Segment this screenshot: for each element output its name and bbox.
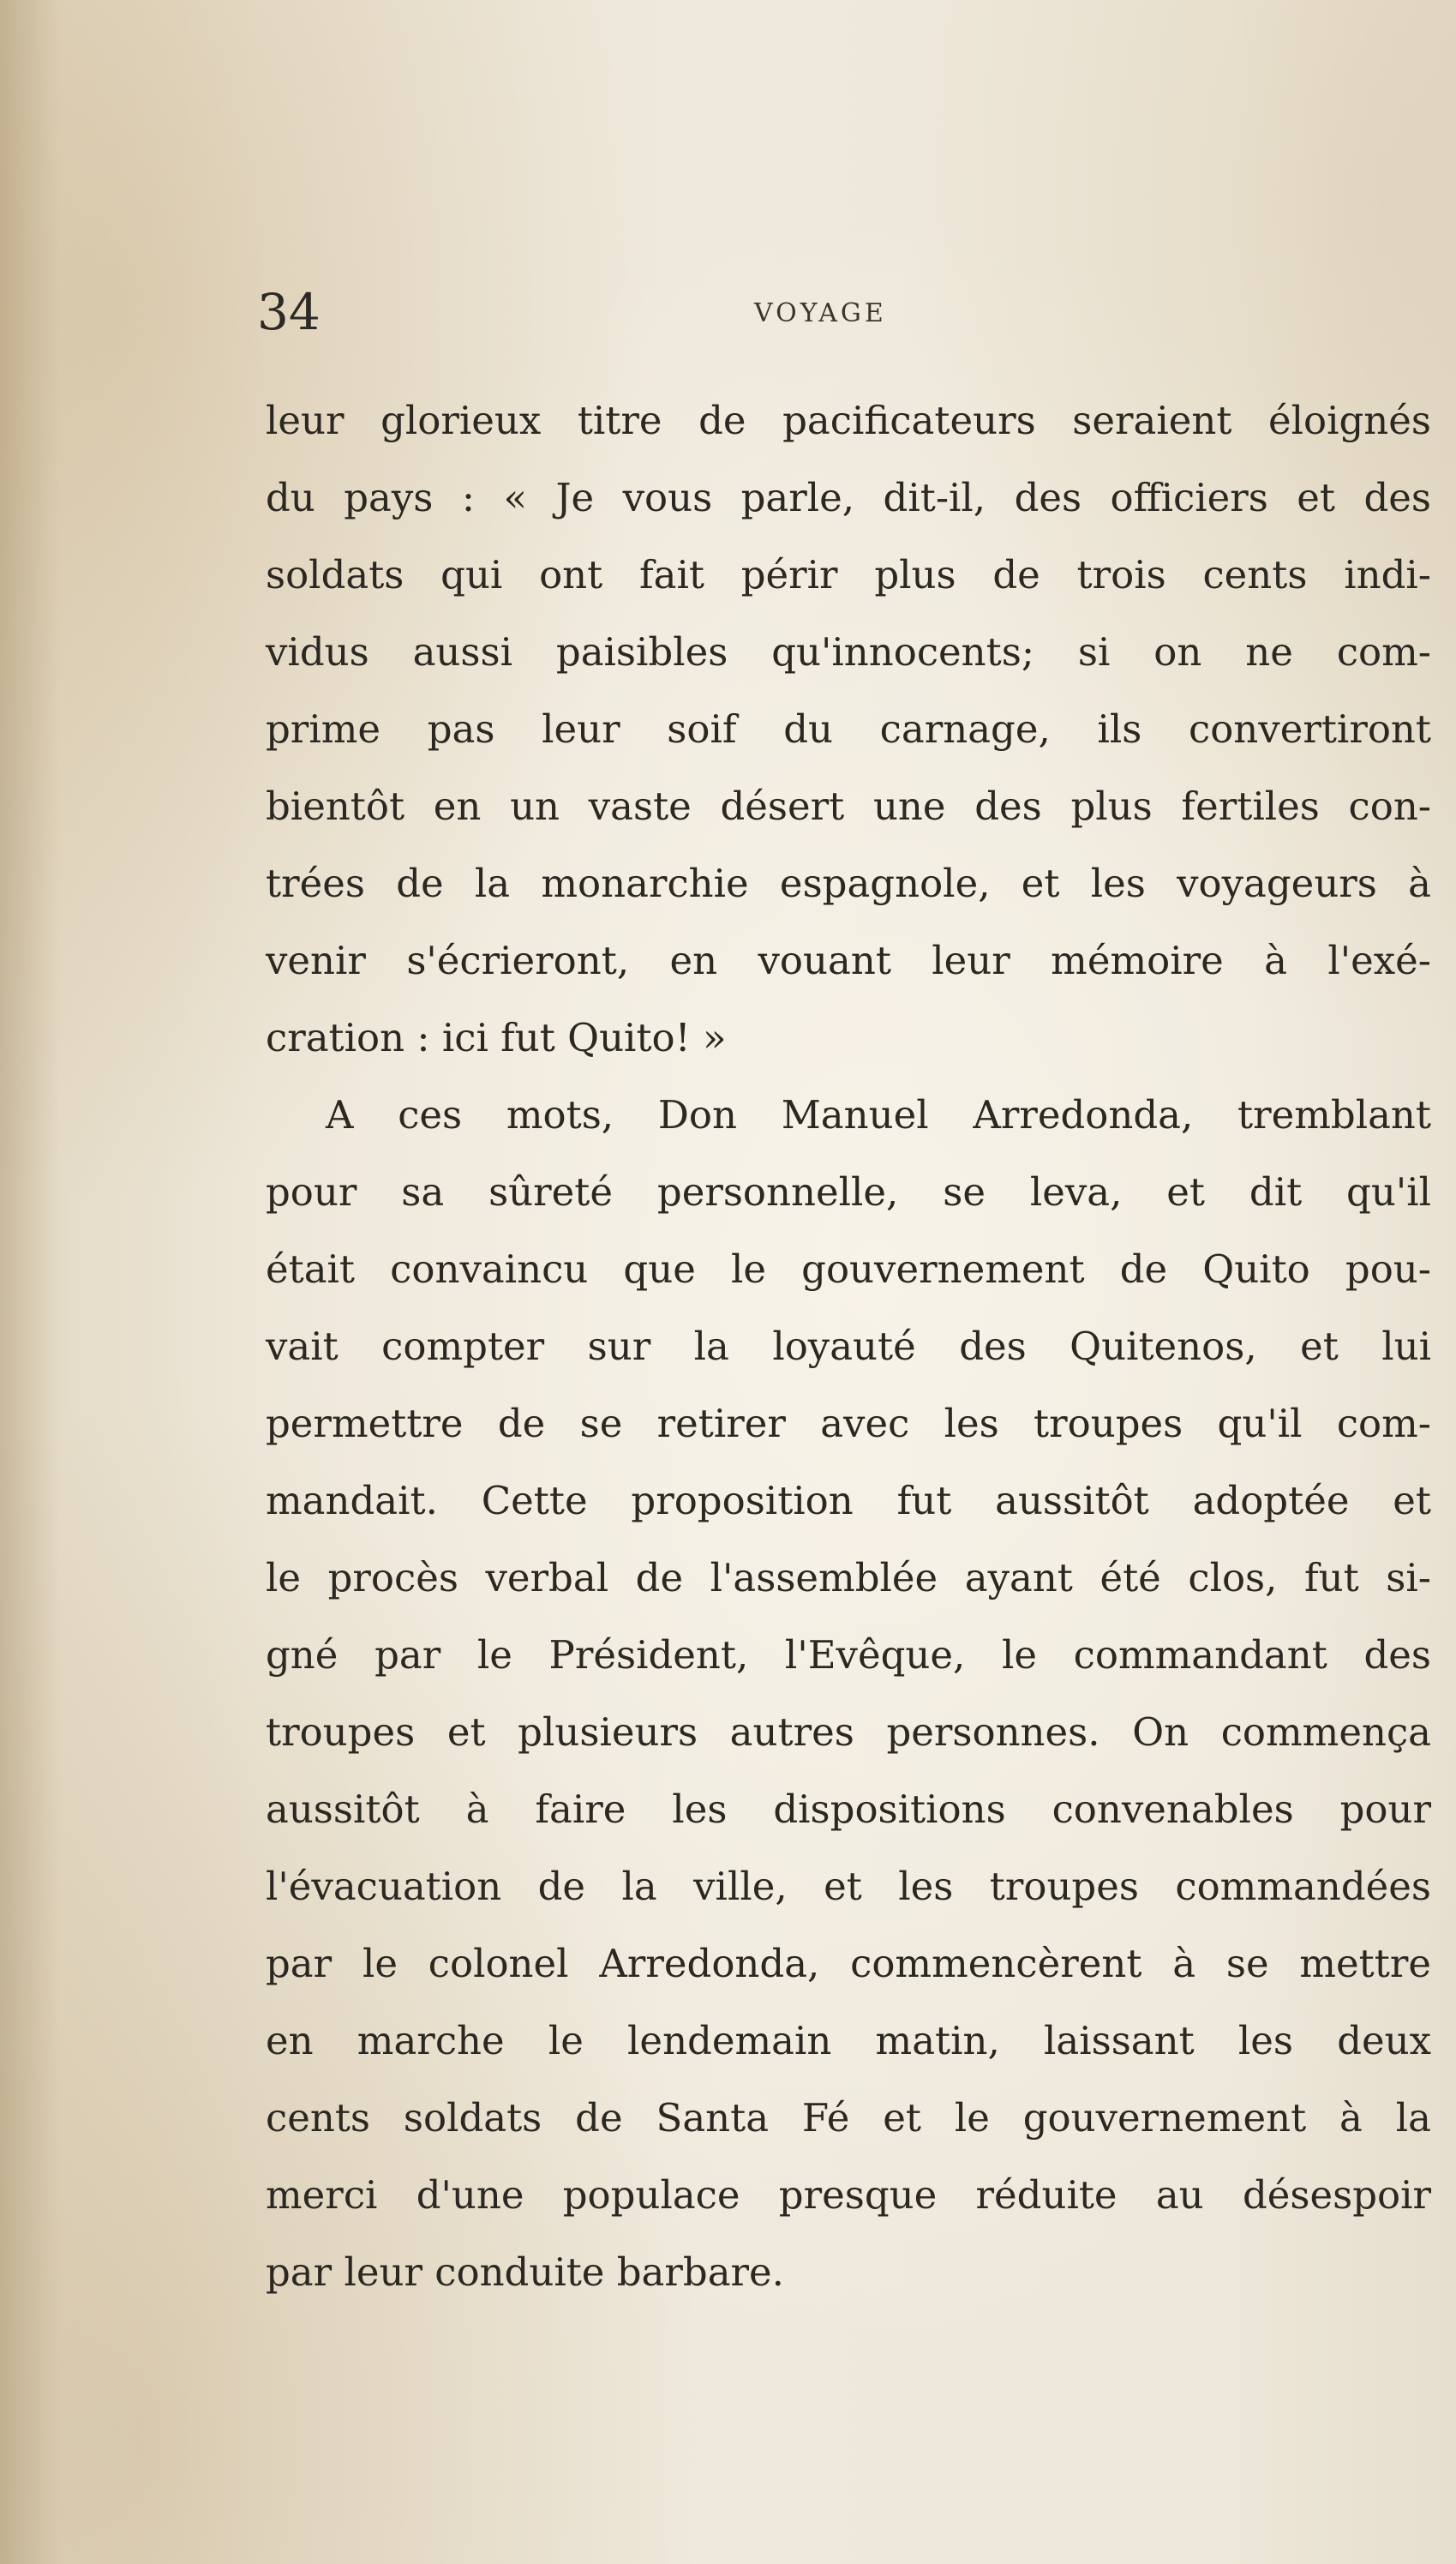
paragraph-start-line: A ces mots, Don Manuel Arredonda, tremblant (326, 1092, 1431, 1138)
page-header (257, 283, 1431, 351)
body-text (266, 382, 1431, 2311)
text-line: leur glorieux titre de pacificateurs seraient éloignés (266, 398, 1431, 443)
text-line: gné par le Président, l'Evêque, le commandant des (266, 1632, 1431, 1678)
text-line: trées de la monarchie espagnole, et les voyageurs à (266, 861, 1431, 906)
page-gutter-shadow (0, 0, 60, 2564)
paragraph-end-line: par leur conduite barbare. (266, 2249, 784, 2295)
text-line: en marche le lendemain matin, laissant les deux (266, 2018, 1431, 2063)
text-line: était convaincu que le gouvernement de Quito pou- (266, 1246, 1431, 1292)
text-line: cents soldats de Santa Fé et le gouvernement à la (266, 2095, 1431, 2141)
page-number: 34 (257, 283, 321, 341)
text-line: soldats qui ont fait périr plus de trois cents indi- (266, 552, 1431, 597)
text-line: vidus aussi paisibles qu'innocents; si on ne com- (266, 629, 1431, 675)
text-line: le procès verbal de l'assemblée ayant été clos, fut si- (266, 1555, 1431, 1600)
text-line: par le colonel Arredonda, commencèrent à se mettre (266, 1941, 1431, 1986)
text-line: du pays : « Je vous parle, dit-il, des officiers et des (266, 475, 1431, 520)
text-line: aussitôt à faire les dispositions convenables pour (266, 1786, 1431, 1832)
text-line: pour sa sûreté personnelle, se leva, et dit qu'il (266, 1169, 1431, 1215)
text-line: l'évacuation de la ville, et les troupes commandées (266, 1864, 1431, 1909)
text-line: troupes et plusieurs autres personnes. On commença (266, 1709, 1431, 1755)
text-line: venir s'écrieront, en vouant leur mémoire à l'exé- (266, 938, 1431, 983)
text-line: mandait. Cette proposition fut aussitôt adoptée et (266, 1478, 1431, 1523)
text-line: bientôt en un vaste désert une des plus fertiles con- (266, 784, 1431, 829)
running-head: VOYAGE (754, 298, 887, 328)
text-line: prime pas leur soif du carnage, ils convertiront (266, 706, 1431, 752)
text-line: vait compter sur la loyauté des Quitenos, et lui (266, 1324, 1431, 1369)
text-line: merci d'une populace presque réduite au désespoir (266, 2172, 1431, 2218)
paragraph-end-line: cration : ici fut Quito! » (266, 1015, 727, 1060)
text-line: permettre de se retirer avec les troupes qu'il com- (266, 1401, 1431, 1446)
